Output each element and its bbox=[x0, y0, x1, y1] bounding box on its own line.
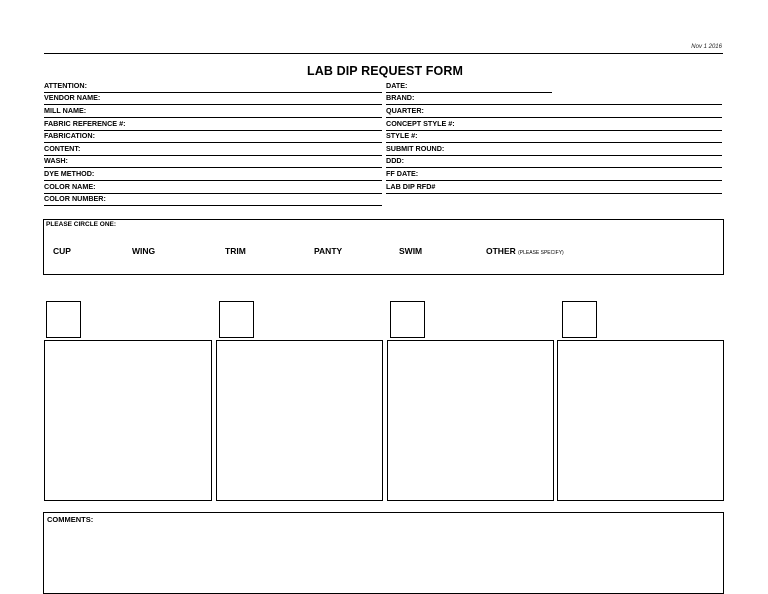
circle-one-heading: PLEASE CIRCLE ONE: bbox=[46, 221, 117, 228]
option-wing[interactable]: WING bbox=[132, 246, 156, 256]
date-field[interactable]: DATE: bbox=[386, 80, 552, 93]
attention-field[interactable]: ATTENTION: bbox=[44, 80, 382, 93]
mill-name-field[interactable]: MILL NAME: bbox=[44, 105, 382, 118]
fabric-reference-field[interactable]: FABRIC REFERENCE #: bbox=[44, 118, 382, 131]
option-other[interactable] bbox=[486, 246, 564, 256]
option-other-note: (PLEASE SPECIFY) bbox=[518, 250, 564, 256]
swatch-3-number-box[interactable] bbox=[390, 301, 425, 338]
quarter-field[interactable]: QUARTER: bbox=[386, 105, 722, 118]
concept-style-field[interactable]: CONCEPT STYLE #: bbox=[386, 118, 722, 131]
swatch-2-number-box[interactable] bbox=[219, 301, 254, 338]
color-number-field[interactable]: COLOR NUMBER: bbox=[44, 193, 382, 206]
comments-label: COMMENTS: bbox=[47, 515, 94, 524]
lab-dip-rfd-field[interactable]: LAB DIP RFD# bbox=[386, 181, 722, 194]
color-name-field[interactable]: COLOR NAME: bbox=[44, 181, 382, 194]
brand-field[interactable]: BRAND: bbox=[386, 92, 722, 105]
form-date-stamp: Nov 1 2016 bbox=[691, 44, 722, 50]
form-title: LAB DIP REQUEST FORM bbox=[307, 64, 463, 78]
wash-field[interactable]: WASH: bbox=[44, 155, 382, 168]
content-field[interactable]: CONTENT: bbox=[44, 143, 382, 156]
submit-round-field[interactable]: SUBMIT ROUND: bbox=[386, 143, 722, 156]
top-divider bbox=[44, 53, 723, 54]
option-panty[interactable]: PANTY bbox=[314, 246, 343, 256]
fabrication-field[interactable]: FABRICATION: bbox=[44, 130, 382, 143]
option-swim[interactable]: SWIM bbox=[399, 246, 423, 256]
dye-method-field[interactable]: DYE METHOD: bbox=[44, 168, 382, 181]
style-number-field[interactable]: STYLE #: bbox=[386, 130, 722, 143]
swatch-3-box[interactable] bbox=[387, 340, 554, 501]
comments-box[interactable] bbox=[43, 512, 724, 594]
swatch-2-box[interactable] bbox=[216, 340, 383, 501]
swatch-4-box[interactable] bbox=[557, 340, 724, 501]
ff-date-field[interactable]: FF DATE: bbox=[386, 168, 722, 181]
swatch-1-box[interactable] bbox=[44, 340, 212, 501]
option-cup[interactable]: CUP bbox=[53, 246, 71, 256]
ddd-field[interactable]: DDD: bbox=[386, 155, 722, 168]
swatch-4-number-box[interactable] bbox=[562, 301, 597, 338]
swatch-1-number-box[interactable] bbox=[46, 301, 81, 338]
vendor-name-field[interactable]: VENDOR NAME: bbox=[44, 92, 382, 105]
option-other-label: OTHER bbox=[486, 246, 516, 256]
option-trim[interactable]: TRIM bbox=[225, 246, 246, 256]
